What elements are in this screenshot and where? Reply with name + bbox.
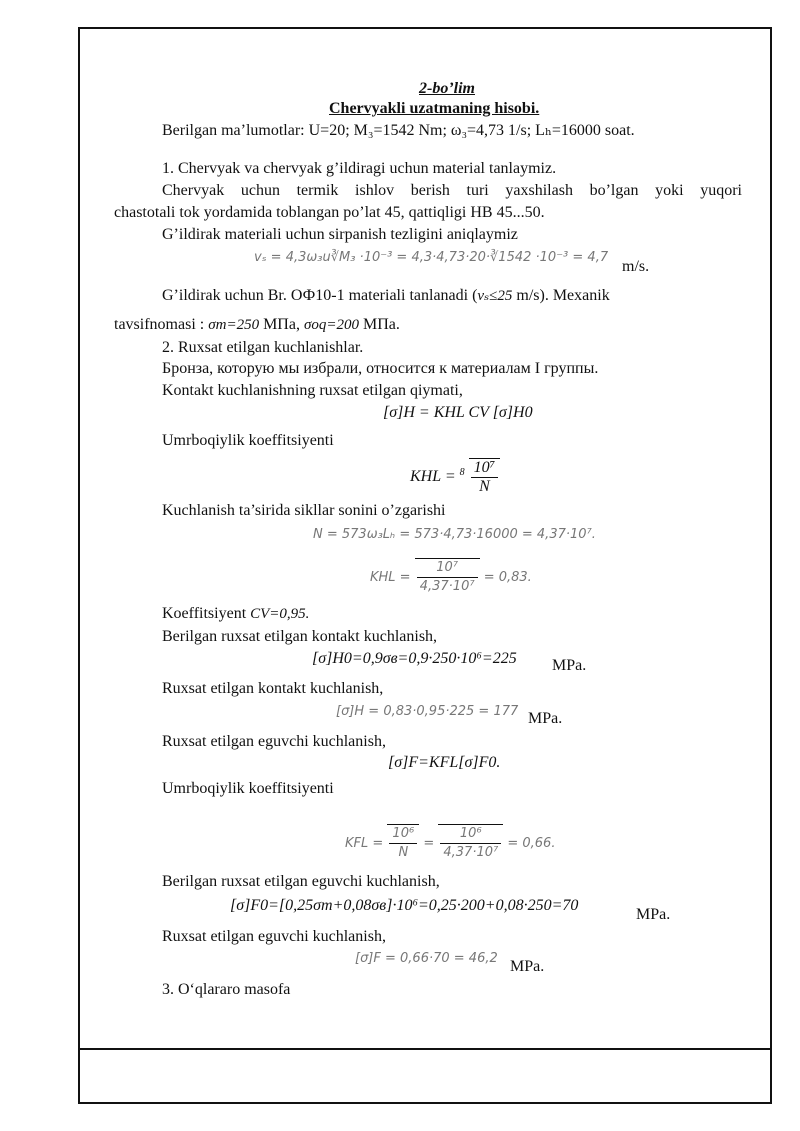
- sigma-m: σm=250: [208, 317, 260, 333]
- unit-mpa-h: MPa.: [528, 710, 563, 727]
- footer-divider: [80, 1048, 770, 1050]
- unit-mpa-f: MPa.: [510, 958, 545, 975]
- formula-f0: [σ]F0=[0,25σm+0,08σв]·10⁶=0,25·200+0,08·250=70: [230, 897, 579, 914]
- part-title: 2-bo’lim: [419, 80, 475, 97]
- step2-title: 2. Ruxsat etilgan kuchlanishlar.: [162, 339, 364, 356]
- khl-value-result: = 0,83.: [483, 570, 532, 585]
- formula-sliding-velocity: vₛ = 4,3ω₃u∛M₃ ·10⁻³ = 4,3·4,73·20·∛1542 ·10⁻³ = 4,7: [254, 250, 609, 265]
- unit-mpa-f0: MPa.: [636, 906, 671, 923]
- contact-intro: Kontakt kuchlanishning ruxsat etilgan qiymati,: [162, 382, 463, 399]
- khl-denominator: N: [479, 478, 490, 495]
- formula-h: [σ]H = 0,83·0,95·225 = 177: [336, 704, 519, 719]
- kfl-lhs: KFL =: [345, 836, 384, 851]
- step1-paragraph-line1: Chervyak uchun termik ishlov berish turi yaxshilash bo’lgan yoki yuqori: [162, 182, 742, 199]
- material-line: [162, 287, 610, 305]
- formula-f-value: [σ]F = 0,66·70 = 46,2: [355, 951, 498, 966]
- mechanical-label: tavsifnomasi :: [114, 316, 209, 333]
- khl-value-denominator: 4,37·10⁷: [419, 579, 475, 594]
- cycles-intro: Kuchlanish ta’sirida sikllar sonini o’zgarishi: [162, 502, 446, 519]
- cv-formula: CV=0,95.: [250, 606, 310, 622]
- given-contact-intro: Berilgan ruxsat etilgan kontakt kuchlanish,: [162, 628, 438, 645]
- khl-root-index: 8: [459, 466, 465, 478]
- allowed-bending-intro: Ruxsat etilgan eguvchi kuchlanish,: [162, 928, 386, 945]
- bending-intro: Ruxsat etilgan eguvchi kuchlanish,: [162, 733, 386, 750]
- allowed-contact-intro: Ruxsat etilgan kontakt kuchlanish,: [162, 680, 384, 697]
- khl-lhs: KHL =: [410, 468, 456, 486]
- step1-title: 1. Chervyak va chervyak g’ildiragi uchun material tanlaymiz.: [162, 160, 557, 177]
- kfl-result: = 0,66.: [507, 836, 556, 851]
- kfl-denominator-1: N: [398, 845, 409, 860]
- unit-mpa-ru2: МПа.: [359, 316, 400, 333]
- unit-mpa-h0: MPa.: [552, 657, 587, 674]
- kfl-numerator-2: 10⁶: [440, 825, 501, 844]
- formula-h0: [σ]H0=0,9σв=0,9·250·10⁶=225: [312, 650, 517, 667]
- formula-f: [σ]F=KFL[σ]F0.: [388, 754, 501, 771]
- khl-value-numerator: 10⁷: [417, 559, 478, 578]
- given-bending-intro: Berilgan ruxsat etilgan eguvchi kuchlanish,: [162, 873, 440, 890]
- unit-ms: m/s.: [622, 258, 650, 275]
- mechanical-properties-line: [114, 316, 400, 334]
- step1-paragraph-line2: chastotali tok yordamida toblangan po’lat 45, qattiqligi HB 45...50.: [114, 204, 545, 221]
- sigma-oq: σoq=200: [303, 317, 359, 333]
- khl-numerator: 10⁷: [471, 459, 499, 478]
- russian-note: Бронза, которую мы избрали, относится к материалам I группы.: [162, 360, 599, 377]
- cv-label: Koeffitsiyent: [162, 605, 251, 622]
- kfl-equals: =: [423, 836, 435, 851]
- khl-value-lhs: KHL =: [370, 570, 411, 585]
- unit-mpa-ru: МПа,: [259, 316, 304, 333]
- section-subtitle: Chervyakli uzatmaning hisobi.: [329, 100, 540, 117]
- material-text: G’ildirak uchun Br. ОФ10-1 materiali tanlanadi (: [162, 287, 478, 304]
- kfl-denominator-2: 4,37·10⁷: [443, 845, 499, 860]
- formula-khl-value: [370, 558, 532, 596]
- given-data: Berilgan ma’lumotlar: U=20; M₃=1542 Nm; ω₃=4,73 1/s; Lₕ=16000 soat.: [162, 122, 635, 139]
- formula-khl: [410, 458, 500, 496]
- material-text-end: m/s). Mexanik: [512, 287, 610, 304]
- velocity-condition: vₛ≤25: [477, 288, 513, 304]
- durability-label-1: Umrboqiylik koeffitsiyenti: [162, 432, 334, 449]
- step1-paragraph-velocity: G’ildirak materiali uchun sirpanish tezligini aniqlaymiz: [162, 226, 518, 243]
- formula-kfl: [345, 824, 555, 862]
- durability-label-2: Umrboqiylik koeffitsiyenti: [162, 780, 334, 797]
- formula-contact-allowed: [σ]H = KHL CV [σ]H0: [383, 404, 533, 421]
- step3-title: 3. O‘qlararo masofa: [162, 981, 291, 998]
- kfl-numerator-1: 10⁶: [389, 825, 417, 844]
- formula-cycles: N = 573ω₃Lₕ = 573·4,73·16000 = 4,37·10⁷.: [313, 527, 596, 542]
